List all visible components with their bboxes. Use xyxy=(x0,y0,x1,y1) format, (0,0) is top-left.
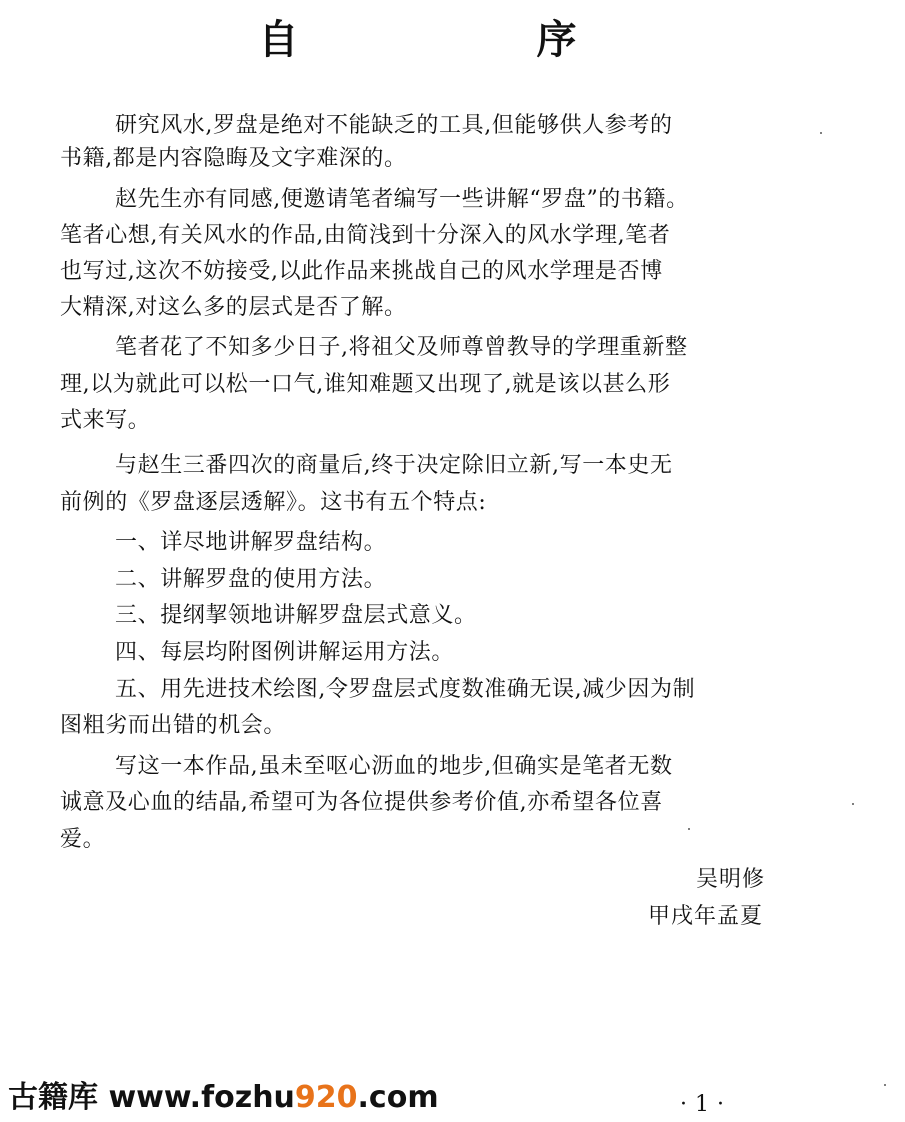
text-line: 图粗劣而出错的机会。 xyxy=(60,713,287,738)
page-title: 自 序 xyxy=(258,17,689,63)
page-number: ·1· xyxy=(680,1092,732,1117)
scan-speck xyxy=(820,132,822,134)
watermark-number: 920 xyxy=(294,1080,358,1115)
watermark-suffix: .com xyxy=(357,1080,439,1115)
text-line: 爱。 xyxy=(60,827,106,852)
text-line: 也写过,这次不妨接受,以此作品来挑战自己的风水学理是否博 xyxy=(60,259,663,284)
scan-speck xyxy=(688,828,690,830)
list-item: 五、用先进技术绘图,令罗盘层式度数准确无误,减少因为制 xyxy=(115,677,696,702)
text-line: 笔者花了不知多少日子,将祖父及师尊曾教导的学理重新整 xyxy=(115,335,688,360)
text-line: 大精深,对这么多的层式是否了解。 xyxy=(60,295,407,320)
list-item: 二、讲解罗盘的使用方法。 xyxy=(115,567,387,592)
text-line: 理,以为就此可以松一口气,谁知难题又出现了,就是该以甚么形 xyxy=(60,372,671,397)
text-line: 式来写。 xyxy=(60,408,151,433)
text-line: 诚意及心血的结晶,希望可为各位提供参考价值,亦希望各位喜 xyxy=(60,790,663,815)
author-name: 吴明修 xyxy=(696,867,766,892)
text-line: 与赵生三番四次的商量后,终于决定除旧立新,写一本史无 xyxy=(115,453,673,478)
list-item: 三、提纲挈领地讲解罗盘层式意义。 xyxy=(115,603,477,628)
watermark-prefix: 古籍库 www.fozhu xyxy=(8,1080,295,1115)
text-line: 研究风水,罗盘是绝对不能缺乏的工具,但能够供人参考的 xyxy=(115,113,673,138)
signature-date: 甲戌年孟夏 xyxy=(648,904,764,929)
list-item: 一、详尽地讲解罗盘结构。 xyxy=(115,530,387,555)
text-line: 前例的《罗盘逐层透解》。这书有五个特点: xyxy=(60,490,487,515)
text-line: 书籍,都是内容隐晦及文字难深的。 xyxy=(60,146,407,171)
text-line: 赵先生亦有同感,便邀请笔者编写一些讲解“罗盘”的书籍。 xyxy=(115,187,689,212)
text-line: 笔者心想,有关风水的作品,由简浅到十分深入的风水学理,笔者 xyxy=(60,223,671,248)
scan-speck xyxy=(884,1084,886,1086)
site-watermark xyxy=(8,1072,439,1116)
list-item: 四、每层均附图例讲解运用方法。 xyxy=(115,640,455,665)
scan-speck xyxy=(852,803,854,805)
text-line: 写这一本作品,虽未至呕心沥血的地步,但确实是笔者无数 xyxy=(115,754,673,779)
